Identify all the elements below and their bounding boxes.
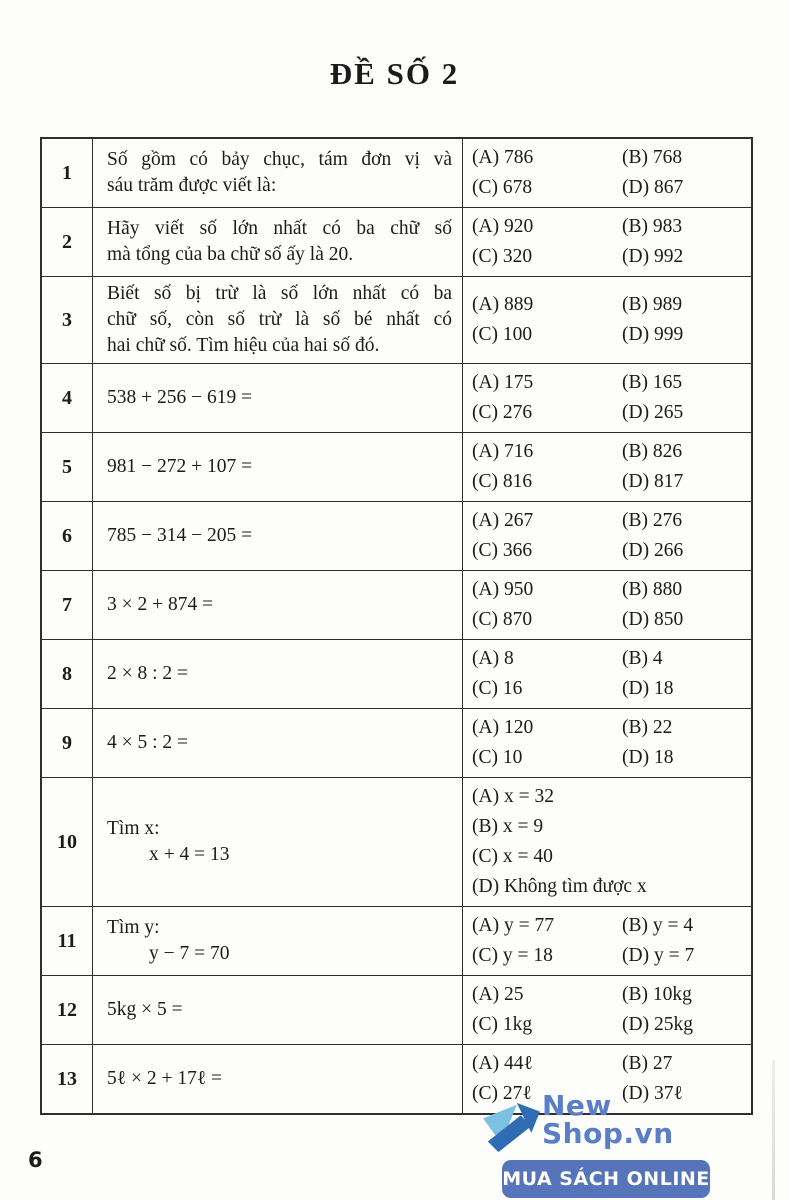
option-label: (C) xyxy=(472,846,498,867)
question-line: Biết số bị trừ là số lớn nhất có ba xyxy=(107,283,452,304)
question-text xyxy=(92,640,462,708)
option-label: (D) xyxy=(622,471,650,492)
option-label: (D) xyxy=(622,609,650,630)
question-number: 9 xyxy=(62,731,72,754)
answer-option xyxy=(622,143,747,173)
answer-option xyxy=(622,575,747,605)
option-label: (C) xyxy=(472,1083,498,1104)
answer-option xyxy=(472,713,622,743)
option-label: (A) xyxy=(472,717,500,738)
question-text xyxy=(92,976,462,1044)
answer-options xyxy=(462,433,751,501)
question-line: 5ℓ × 2 + 17ℓ = xyxy=(107,1068,223,1089)
answer-option xyxy=(472,1049,622,1079)
option-value: y = 4 xyxy=(652,915,694,936)
table-row xyxy=(42,975,751,1044)
answer-option xyxy=(622,212,747,242)
question-line: 5kg × 5 = xyxy=(107,999,183,1020)
answer-option xyxy=(472,506,622,536)
table-row xyxy=(42,777,751,906)
option-label: (C) xyxy=(472,540,498,561)
table-row xyxy=(42,139,751,207)
table-row xyxy=(42,432,751,501)
option-value: 37ℓ xyxy=(653,1083,683,1104)
question-line: Tìm x: xyxy=(107,818,160,839)
option-value: 920 xyxy=(503,216,534,237)
table-row xyxy=(42,570,751,639)
answer-options xyxy=(462,571,751,639)
answer-option xyxy=(622,320,747,350)
option-label: (B) xyxy=(622,441,648,462)
option-label: (B) xyxy=(622,510,648,531)
option-label: (C) xyxy=(472,945,498,966)
option-label: (C) xyxy=(472,324,498,345)
question-text xyxy=(92,709,462,777)
table-row xyxy=(42,639,751,708)
option-value: 120 xyxy=(503,717,534,738)
answer-options xyxy=(462,502,751,570)
answer-option xyxy=(622,713,747,743)
option-value: 4 xyxy=(652,648,663,669)
option-value: 276 xyxy=(652,510,683,531)
option-value: 867 xyxy=(653,177,684,198)
option-label: (A) xyxy=(472,648,500,669)
question-number: 13 xyxy=(57,1067,77,1090)
answer-option xyxy=(472,674,622,704)
answer-option xyxy=(622,605,747,635)
option-label: (B) xyxy=(622,147,648,168)
options-grid xyxy=(472,713,747,773)
option-value: 25kg xyxy=(653,1014,693,1035)
option-value: 880 xyxy=(652,579,683,600)
option-value: 265 xyxy=(653,402,684,423)
questions-table xyxy=(40,137,753,1115)
options-grid xyxy=(472,368,747,428)
option-value: 165 xyxy=(652,372,683,393)
option-label: (A) xyxy=(472,984,500,1005)
question-line: 2 × 8 : 2 = xyxy=(107,663,189,684)
answer-option xyxy=(472,872,747,902)
option-label: (D) xyxy=(622,747,650,768)
option-value: 366 xyxy=(502,540,533,561)
option-value: 16 xyxy=(502,678,523,699)
answer-option xyxy=(472,980,622,1010)
options-grid xyxy=(472,143,747,203)
option-label: (D) xyxy=(622,678,650,699)
option-label: (C) xyxy=(472,609,498,630)
option-value: 999 xyxy=(653,324,684,345)
option-value: 100 xyxy=(502,324,533,345)
answer-options xyxy=(462,364,751,432)
question-text xyxy=(92,1045,462,1113)
answer-option xyxy=(622,644,747,674)
option-label: (B) xyxy=(622,372,648,393)
question-line: sáu trăm được viết là: xyxy=(107,175,277,196)
question-text xyxy=(92,364,462,432)
option-value: y = 77 xyxy=(503,915,554,936)
question-line: 4 × 5 : 2 = xyxy=(107,732,189,753)
answer-option xyxy=(472,368,622,398)
answer-option xyxy=(622,398,747,428)
question-line: y − 7 = 70 xyxy=(149,943,230,964)
question-number: 2 xyxy=(62,230,72,253)
answer-option xyxy=(472,743,622,773)
answer-option xyxy=(472,212,622,242)
question-line: 981 − 272 + 107 = xyxy=(107,456,253,477)
answer-option xyxy=(622,1049,747,1079)
option-value: 175 xyxy=(503,372,534,393)
option-label: (D) xyxy=(622,540,650,561)
answer-option xyxy=(472,782,747,812)
option-value: x = 40 xyxy=(502,846,553,867)
answer-option xyxy=(472,398,622,428)
question-number: 6 xyxy=(62,524,72,547)
question-line: x + 4 = 13 xyxy=(149,844,230,865)
option-label: (A) xyxy=(472,1053,500,1074)
option-label: (B) xyxy=(472,816,498,837)
option-value: 850 xyxy=(653,609,684,630)
option-label: (D) xyxy=(622,246,650,267)
option-value: 25 xyxy=(503,984,524,1005)
option-label: (B) xyxy=(622,579,648,600)
option-value: 950 xyxy=(503,579,534,600)
answer-option xyxy=(472,605,622,635)
option-label: (D) xyxy=(622,402,650,423)
table-row xyxy=(42,501,751,570)
answer-options xyxy=(462,907,751,975)
option-label: (A) xyxy=(472,147,500,168)
answer-option xyxy=(622,467,747,497)
answer-option xyxy=(622,941,747,971)
answer-option xyxy=(472,644,622,674)
option-label: (A) xyxy=(472,579,500,600)
options-grid xyxy=(472,506,747,566)
answer-option xyxy=(622,506,747,536)
option-value: y = 18 xyxy=(502,945,553,966)
question-number: 5 xyxy=(62,455,72,478)
answer-options xyxy=(462,640,751,708)
option-label: (A) xyxy=(472,294,500,315)
options-grid xyxy=(472,644,747,704)
question-text xyxy=(92,502,462,570)
answer-options xyxy=(462,709,751,777)
table-row xyxy=(42,276,751,363)
options-grid xyxy=(472,437,747,497)
option-value: 18 xyxy=(653,747,674,768)
option-label: (A) xyxy=(472,372,500,393)
answer-option xyxy=(622,980,747,1010)
option-label: (C) xyxy=(472,246,498,267)
answer-option xyxy=(472,290,622,320)
option-value: y = 7 xyxy=(653,945,695,966)
answer-option xyxy=(622,290,747,320)
option-label: (C) xyxy=(472,1014,498,1035)
option-label: (D) xyxy=(622,324,650,345)
question-number: 1 xyxy=(62,161,72,184)
option-label: (D) xyxy=(622,177,650,198)
option-value: x = 32 xyxy=(503,786,554,807)
table-row xyxy=(42,207,751,276)
answer-option xyxy=(472,911,622,941)
option-label: (B) xyxy=(622,216,648,237)
table-row xyxy=(42,708,751,777)
option-value: 266 xyxy=(653,540,684,561)
answer-option xyxy=(622,674,747,704)
question-text xyxy=(92,433,462,501)
answer-option xyxy=(472,437,622,467)
answer-option xyxy=(622,173,747,203)
question-line: Số gồm có bảy chục, tám đơn vị và xyxy=(107,149,452,170)
answer-options xyxy=(462,208,751,276)
newshop-logo xyxy=(482,1089,728,1198)
option-label: (D) xyxy=(622,945,650,966)
question-text xyxy=(92,907,462,975)
option-value: 678 xyxy=(502,177,533,198)
question-number: 4 xyxy=(62,386,72,409)
option-value: 44ℓ xyxy=(503,1053,533,1074)
question-line: chữ số, còn số trừ là số bé nhất có xyxy=(107,309,452,330)
option-value: 27ℓ xyxy=(502,1083,532,1104)
option-value: 989 xyxy=(652,294,683,315)
option-value: 22 xyxy=(652,717,673,738)
page-number: 6 xyxy=(28,1148,43,1172)
table-row xyxy=(42,363,751,432)
answer-option xyxy=(622,368,747,398)
option-value: 889 xyxy=(503,294,534,315)
option-label: (C) xyxy=(472,678,498,699)
question-line: 538 + 256 − 619 = xyxy=(107,387,253,408)
question-text xyxy=(92,571,462,639)
answer-option xyxy=(472,1010,622,1040)
question-line: Tìm y: xyxy=(107,917,160,938)
question-line: 3 × 2 + 874 = xyxy=(107,594,214,615)
option-value: 983 xyxy=(652,216,683,237)
option-value: 10 xyxy=(502,747,523,768)
option-value: 992 xyxy=(653,246,684,267)
question-text xyxy=(92,139,462,207)
question-number: 7 xyxy=(62,593,72,616)
option-label: (A) xyxy=(472,786,500,807)
option-label: (B) xyxy=(622,915,648,936)
option-value: 10kg xyxy=(652,984,692,1005)
option-value: 716 xyxy=(503,441,534,462)
option-label: (B) xyxy=(622,717,648,738)
question-text xyxy=(92,277,462,363)
answer-option xyxy=(622,242,747,272)
mua-sach-online-button: MUA SÁCH ONLINE xyxy=(502,1160,710,1198)
question-number: 11 xyxy=(57,929,77,952)
options-grid xyxy=(472,782,747,902)
question-number: 10 xyxy=(57,830,77,853)
answer-option xyxy=(472,812,747,842)
option-label: (D) xyxy=(622,1014,650,1035)
question-line: mà tổng của ba chữ số ấy là 20. xyxy=(107,244,354,265)
option-label: (A) xyxy=(472,510,500,531)
question-number: 3 xyxy=(62,308,72,331)
option-value: 27 xyxy=(652,1053,673,1074)
newshop-arrow-icon xyxy=(482,1102,540,1154)
option-value: 817 xyxy=(653,471,684,492)
page-title: ĐỀ SỐ 2 xyxy=(329,56,460,91)
answer-option xyxy=(622,743,747,773)
question-text xyxy=(92,208,462,276)
option-value: x = 9 xyxy=(502,816,544,837)
option-label: (C) xyxy=(472,402,498,423)
option-label: (B) xyxy=(622,1053,648,1074)
option-value: 276 xyxy=(502,402,533,423)
options-grid xyxy=(472,911,747,971)
answer-options xyxy=(462,277,751,363)
answer-option xyxy=(472,842,747,872)
answer-option xyxy=(622,1010,747,1040)
options-grid xyxy=(472,980,747,1040)
answer-options xyxy=(462,976,751,1044)
option-value: 816 xyxy=(502,471,533,492)
option-label: (C) xyxy=(472,471,498,492)
option-label: (D) xyxy=(472,876,500,897)
option-value: 320 xyxy=(502,246,533,267)
option-value: 1kg xyxy=(502,1014,533,1035)
answer-option xyxy=(622,437,747,467)
newshop-brand-text: New Shop.vn xyxy=(542,1089,674,1150)
option-value: 826 xyxy=(652,441,683,462)
answer-options xyxy=(462,778,751,906)
option-label: (C) xyxy=(472,177,498,198)
page-edge-shadow xyxy=(772,1060,775,1200)
option-label: (A) xyxy=(472,441,500,462)
answer-option xyxy=(472,575,622,605)
answer-option xyxy=(472,941,622,971)
options-grid xyxy=(472,290,747,350)
option-label: (B) xyxy=(622,294,648,315)
answer-option xyxy=(472,467,622,497)
option-label: (C) xyxy=(472,747,498,768)
option-label: (A) xyxy=(472,216,500,237)
option-value: 18 xyxy=(653,678,674,699)
option-value: 786 xyxy=(503,147,534,168)
options-grid xyxy=(472,212,747,272)
option-label: (B) xyxy=(622,984,648,1005)
option-label: (B) xyxy=(622,648,648,669)
answer-option xyxy=(472,173,622,203)
answer-options xyxy=(462,139,751,207)
option-value: 8 xyxy=(503,648,514,669)
option-value: 870 xyxy=(502,609,533,630)
answer-option xyxy=(472,242,622,272)
question-number: 8 xyxy=(62,662,72,685)
question-line: Hãy viết số lớn nhất có ba chữ số xyxy=(107,218,452,239)
answer-option xyxy=(472,320,622,350)
answer-option xyxy=(472,536,622,566)
answer-option xyxy=(622,536,747,566)
options-grid xyxy=(472,575,747,635)
option-value: 768 xyxy=(652,147,683,168)
question-line: 785 − 314 − 205 = xyxy=(107,525,253,546)
question-number: 12 xyxy=(57,998,77,1021)
answer-option xyxy=(622,911,747,941)
question-line: hai chữ số. Tìm hiệu của hai số đó. xyxy=(107,335,380,356)
option-label: (D) xyxy=(622,1083,650,1104)
question-text xyxy=(92,778,462,906)
table-row xyxy=(42,906,751,975)
answer-option xyxy=(472,143,622,173)
option-label: (A) xyxy=(472,915,500,936)
option-value: Không tìm được x xyxy=(503,876,647,897)
option-value: 267 xyxy=(503,510,534,531)
